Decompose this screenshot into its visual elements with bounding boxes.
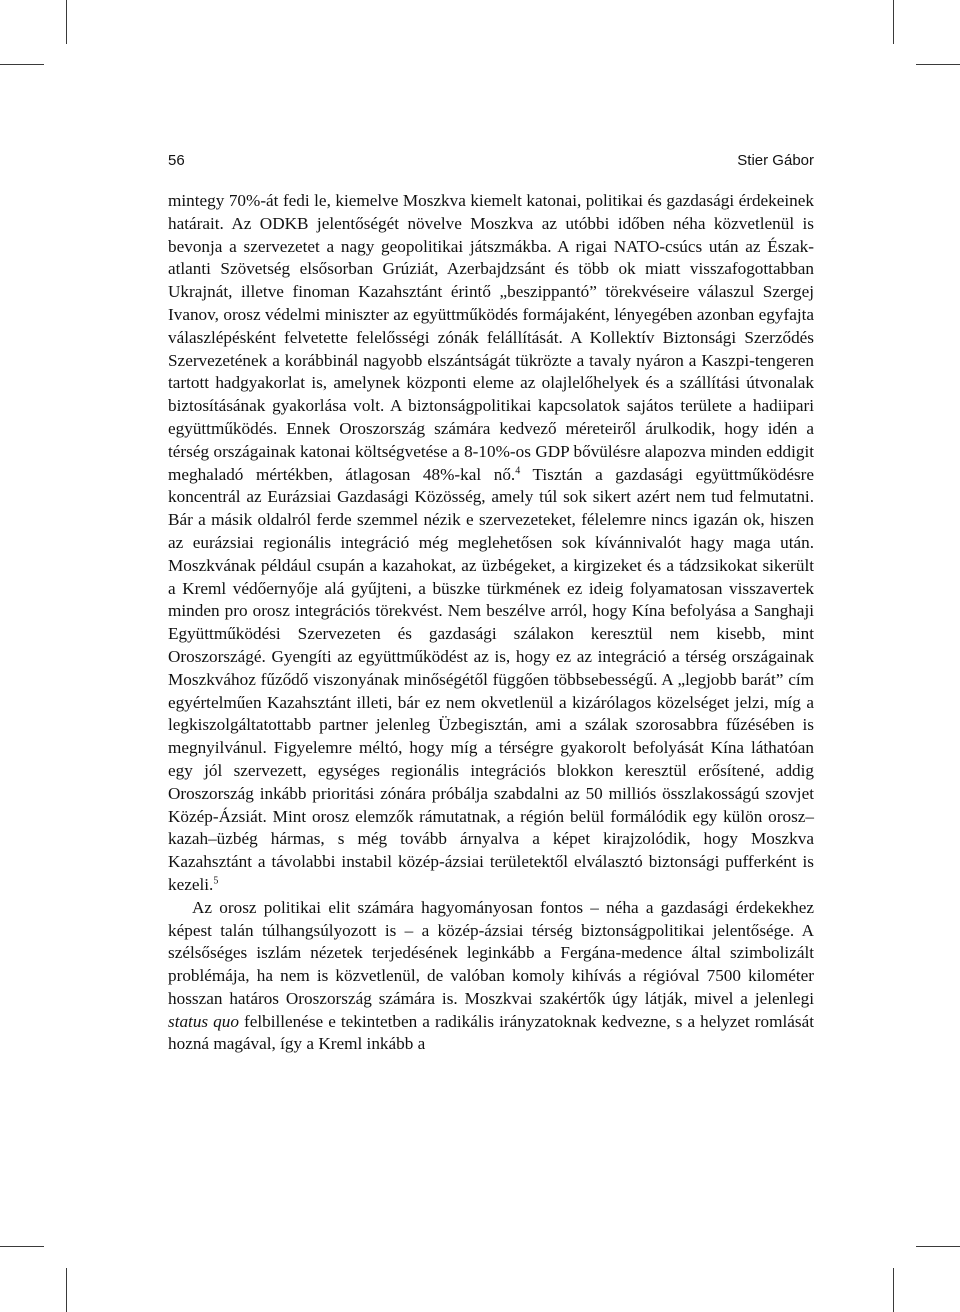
text-run: mintegy 70%-át fedi le, kiemelve Moszkva kiemelt katonai, politikai és gazdasági érdekeinek határait. Az ODKB jelentőségét növelve Moszkva az utóbbi időben néha közvetlenül is bevonja a szervezetet a nagy geopolitikai játszmákba. A rigai NATO-csúcs után az Észak-atlanti Szövetség elsősorban Grúziát, Azerbajdzsánt és több ok miatt visszafogottabban Ukrajnát, illetve finoman Kazahsztánt érintő „beszippantó” törekvéseire válaszul Szergej Ivanov, orosz védelmi miniszter az együttműködés formájaként, lényegében azonban egyfajta válaszlépésként felvetette felelősségi zónák felállítását. A Kollektív Biztonsági Szerződés Szervezetének a korábbinál nagyobb elszántságát tükrözte a tavaly nyáron a Kaszpi-tengeren tartott hadgyakorlat is, amelynek központi eleme az olajlelőhelyek és a szállítási útvonalak biztosításának gyakorlása volt. A biztonságpolitikai kapcsolatok sajátos területe a hadiipari együttműködés. Ennek Oroszország számára kedvező méreteiről árulkodik, hogy idén a térség országainak katonai költségvetése a 8-10%-os GDP bővülésre alapozva minden eddigit meghaladó mértékben, átlagosan 48%-kal nő. bbox=[168, 191, 814, 484]
crop-mark-bottom-right bbox=[916, 1246, 960, 1247]
text-run: felbillenése e tekintetben a radikális irányzatoknak kedvezne, s a helyzet romlását hozná magával, így a Kreml inkább a bbox=[168, 1011, 814, 1054]
crop-mark-top-left bbox=[0, 64, 44, 65]
body-text bbox=[168, 190, 814, 1056]
crop-mark-bottom-right bbox=[893, 1268, 894, 1312]
running-header bbox=[168, 152, 814, 174]
text-run: Az orosz politikai elit számára hagyományosan fontos – néha a gazdasági érdekekhez képest talán túlhangsúlyozott is – a közép-ázsiai térség biztonságpolitikai jelentősége. A szélsőséges iszlám nézetek terjedésének leginkább a Fergána-medence által szimbolizált problémája, ha nem is közvetlenül, de valóban komoly kihívás a régióval 7500 kilométer hosszan határos Oroszország számára is. Moszkvai szakértők úgy látják, mivel a jelenlegi bbox=[168, 897, 814, 1008]
crop-mark-bottom-left bbox=[66, 1268, 67, 1312]
footnote-ref[interactable]: 4 bbox=[515, 464, 521, 476]
paragraph bbox=[168, 190, 814, 897]
paragraph bbox=[168, 897, 814, 1057]
crop-mark-top-left bbox=[66, 0, 67, 44]
text-run: Tisztán a gazdasági együttműködésre koncentrál az Eurázsiai Gazdasági Közösség, amely túl sok sikert azért nem tud felmutatni. Bár a másik oldalról ferde szemmel nézik e szervezeteket, félelemre nincs igazán ok, hiszen az eurázsiai regionális integráció még meglehetősen sok kívánnivalót hagy maga után. Moszkvának például csupán a kazahokat, az üzbégeket, a kirgizeket és a tádzsikokat sikerült a Kreml védőernyője alá gyűjteni, a büszke türkmének ez ideig folyamatosan visszavertek minden pro orosz integrációs törekvést. Nem beszélve arról, hogy Kína befolyása a Sanghaji Együttműködési Szervezeten és gazdasági szálakon keresztül nem kisebb, mint Oroszországé. Gyengíti az együttműködést az is, hogy ez az integráció a térség országainak Moszkvához fűződő viszonyának minőségétől függően többsebességű. A „legjobb barát” cím egyértelműen Kazahsztánt illeti, bár ez nem okvetlenül a kizárólagos közelséget jelzi, míg a legkiszolgáltatottabb partner jelenleg Üzbegisztán, ami a szálak szorosabbra fűzésében is megnyilvánul. Figyelemre méltó, hogy míg a térségre gyakorolt befolyását Kína láthatóan egy jól szervezett, egységes regionális integrációs blokkon keresztül erősítené, addig Oroszország inkább prioritási zónára próbálja szabdalni az 50 milliós összlakosságú szovjet Közép-Ázsiát. Mint orosz elemzők rámutatnak, a régión belül formálódik egy külön orosz–kazah–üzbég hármas, s még tovább árnyalva a képet kirajzolódik, hogy Moszkva Kazahsztánt a távolabbi instabil közép-ázsiai területektől elválasztó biztonsági pufferként is kezeli. bbox=[168, 464, 815, 894]
crop-mark-bottom-left bbox=[0, 1246, 44, 1247]
crop-mark-top-right bbox=[916, 64, 960, 65]
footnote-ref[interactable]: 5 bbox=[213, 875, 219, 887]
running-author: Stier Gábor bbox=[737, 152, 814, 169]
page-number: 56 bbox=[168, 152, 185, 169]
crop-mark-top-right bbox=[893, 0, 894, 44]
italic-term: status quo bbox=[168, 1011, 239, 1031]
